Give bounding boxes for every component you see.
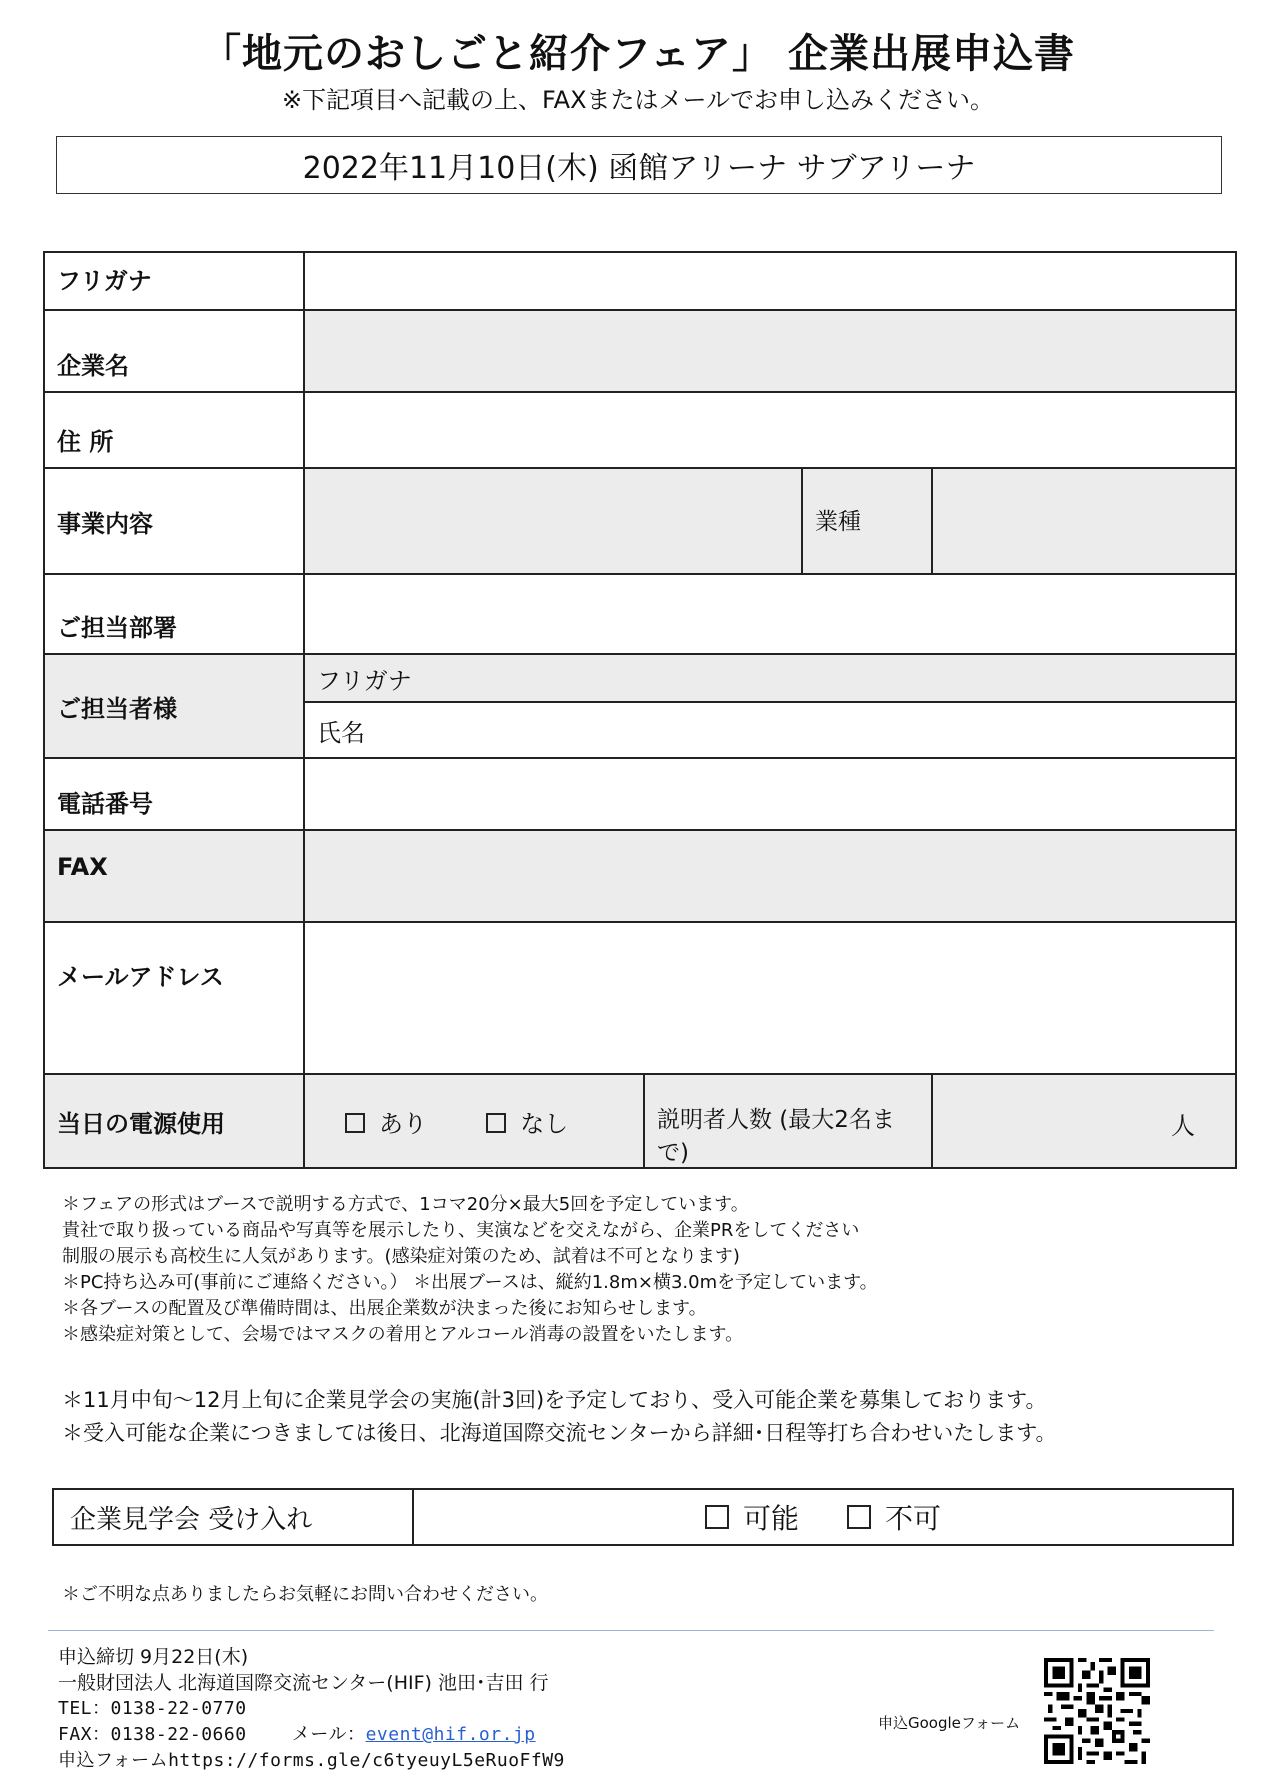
- company-name-field[interactable]: [304, 310, 1236, 392]
- business-field[interactable]: [304, 468, 802, 574]
- presenters-field[interactable]: [932, 1074, 1236, 1168]
- deadline: 申込締切 9月22日(木): [58, 1646, 249, 1668]
- inquiry-note: ＊ご不明な点ありましたらお気軽にお問い合わせください。: [62, 1584, 548, 1605]
- label-fax: FAX: [44, 830, 304, 922]
- tour-label: 企業見学会 受け入れ: [54, 1490, 414, 1544]
- note-line: ＊PC持ち込み可(事前にご連絡ください。） ＊出展ブースは、縦約1.8m×横3.0mを予定しています。: [62, 1272, 878, 1293]
- power-no-label: なし: [520, 1109, 569, 1138]
- footer-divider: [48, 1630, 1214, 1631]
- label-presenters: 説明者人数 (最大2名まで): [644, 1074, 932, 1168]
- label-contact-person: ご担当者様: [44, 654, 304, 758]
- label-department: ご担当部署: [44, 574, 304, 654]
- tour-yes-option[interactable]: [705, 1497, 799, 1537]
- tour-no-label: 不可: [885, 1502, 942, 1535]
- event-info-box: 2022年11月10日(木) 函館アリーナ サブアリーナ: [56, 136, 1222, 194]
- person-name-field[interactable]: 氏名: [304, 702, 1236, 758]
- department-field[interactable]: [304, 574, 1236, 654]
- label-industry: 業種: [802, 468, 932, 574]
- power-yes-label: あり: [379, 1109, 427, 1138]
- checkbox-icon[interactable]: [486, 1113, 506, 1133]
- company-tour-box: [52, 1488, 1234, 1546]
- organization: 一般財団法人 北海道国際交流センター(HIF) 池田･吉田 行: [58, 1672, 549, 1694]
- checkbox-icon[interactable]: [345, 1113, 365, 1133]
- qr-label: 申込Googleフォーム: [878, 1714, 1021, 1732]
- tour-notes-block: [62, 1384, 1057, 1450]
- fax-field[interactable]: [304, 830, 1236, 922]
- industry-field[interactable]: [932, 468, 1236, 574]
- phone-number: TEL：0138-22-0770: [58, 1698, 247, 1719]
- label-business: 事業内容: [44, 468, 304, 574]
- qr-code-icon[interactable]: [1044, 1658, 1150, 1764]
- note-line: ＊フェアの形式はブースで説明する方式で、1コマ20分×最大5回を予定しています。: [62, 1194, 749, 1215]
- note-line: ＊感染症対策として、会場ではマスクの着用とアルコール消毒の設置をいたします。: [62, 1324, 744, 1345]
- note-line: 貴社で取り扱っている商品や写真等を展示したり、実演などを交えながら、企業PRをしてください: [62, 1220, 860, 1241]
- email-link[interactable]: event@hif.or.jp: [365, 1724, 536, 1745]
- tour-no-option[interactable]: [847, 1497, 941, 1537]
- presenters-unit: 人: [1171, 1112, 1195, 1140]
- email-field[interactable]: [304, 922, 1236, 1074]
- furigana-field[interactable]: [304, 252, 1236, 310]
- phone-field[interactable]: [304, 758, 1236, 830]
- mail-label: メール：: [291, 1724, 366, 1745]
- checkbox-icon[interactable]: [705, 1505, 729, 1529]
- label-email: メールアドレス: [44, 922, 304, 1074]
- label-address: 住 所: [44, 392, 304, 468]
- tour-note-line: ＊受入可能な企業につきましては後日、北海道国際交流センターから詳細･日程等打ち合わせいたします。: [62, 1421, 1057, 1445]
- power-yes-option[interactable]: [345, 1110, 427, 1138]
- power-no-option[interactable]: [486, 1110, 568, 1138]
- notes-block: [62, 1192, 878, 1348]
- note-line: 制服の展示も高校生に人気があります。(感染症対策のため、試着は不可となります): [62, 1246, 740, 1267]
- form-url[interactable]: 申込フォームhttps://forms.gle/c6tyeuyL5eRuoFfW9: [58, 1750, 565, 1771]
- label-power-usage: 当日の電源使用: [44, 1074, 304, 1168]
- address-field[interactable]: [304, 392, 1236, 468]
- page-title: 「地元のおしごと紹介フェア」 企業出展申込書: [201, 31, 1075, 77]
- tour-yes-label: 可能: [742, 1502, 799, 1535]
- person-furigana-field[interactable]: フリガナ: [304, 654, 1236, 702]
- checkbox-icon[interactable]: [847, 1505, 871, 1529]
- label-phone: 電話番号: [44, 758, 304, 830]
- page-subtitle: ※下記項目へ記載の上、FAXまたはメールでお申し込みください。: [281, 86, 995, 114]
- footer-contact: [58, 1644, 565, 1774]
- label-company-name: 企業名: [44, 310, 304, 392]
- note-line: ＊各ブースの配置及び準備時間は、出展企業数が決まった後にお知らせします。: [62, 1298, 707, 1319]
- tour-note-line: ＊11月中旬～12月上旬に企業見学会の実施(計3回)を予定しており、受入可能企業を募集しております。: [62, 1388, 1047, 1412]
- label-furigana: フリガナ: [44, 252, 304, 310]
- application-form: [43, 251, 1237, 1169]
- fax-number: FAX：0138-22-0660: [58, 1724, 247, 1745]
